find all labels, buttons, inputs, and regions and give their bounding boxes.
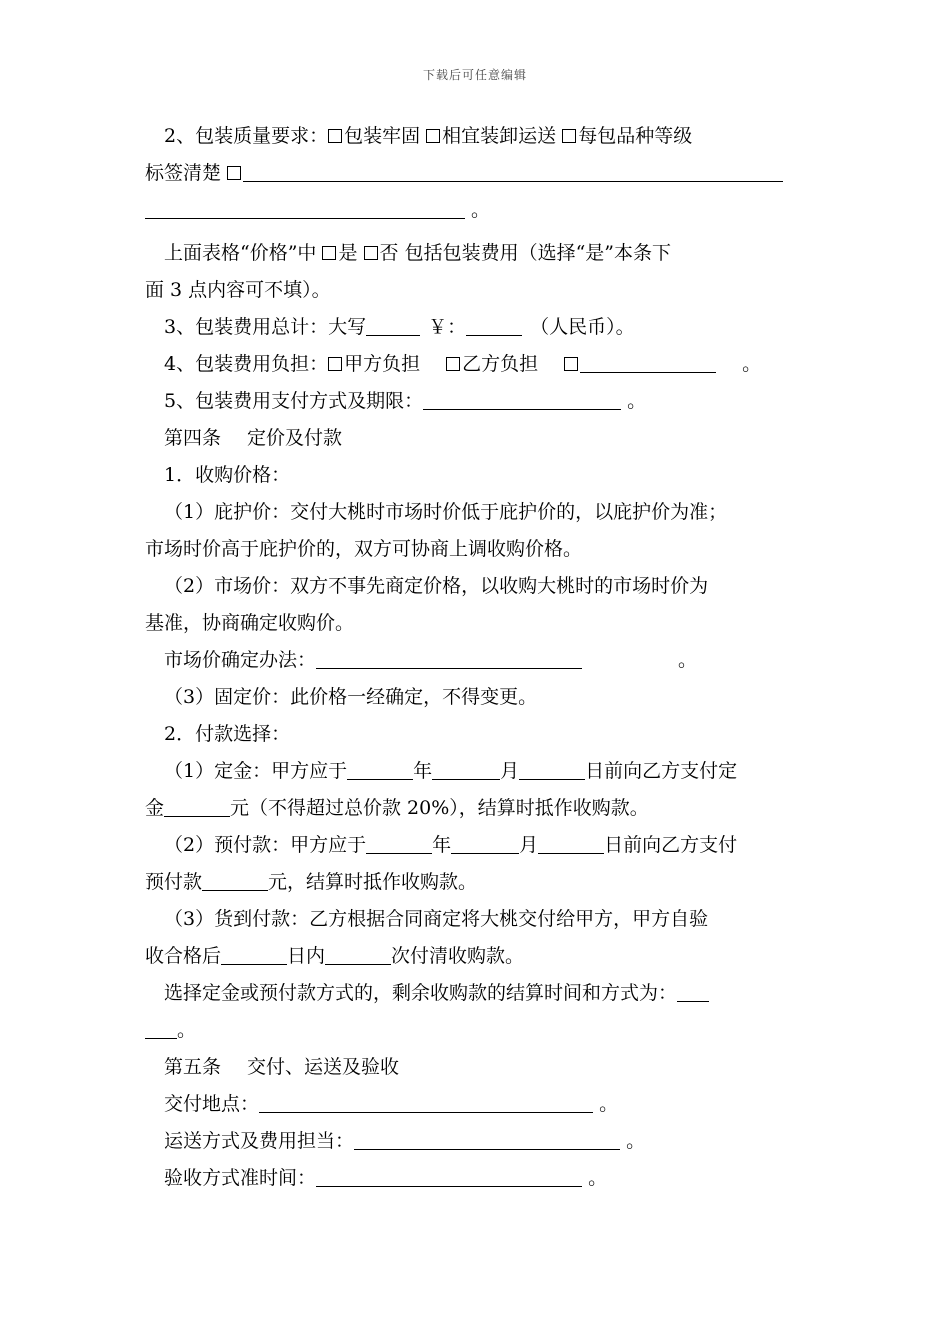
day-field[interactable]: [538, 831, 604, 854]
option-label: 是: [338, 242, 358, 264]
text: （1）定金：甲方应于: [164, 760, 348, 782]
checkbox-grade[interactable]: [562, 129, 576, 143]
text: 。: [471, 199, 491, 221]
installments-field[interactable]: [325, 942, 391, 965]
text: 选择定金或预付款方式的，剩余收购款的结算时间和方式为：: [164, 982, 678, 1004]
year-field[interactable]: [347, 757, 413, 780]
packaging-quality-line: [145, 118, 810, 155]
article-title: 定价及付款: [247, 427, 343, 449]
option-label: 包装牢固: [344, 125, 421, 147]
market-price-line: （2）市场价：双方不事先商定价格，以收购大桃时的市场时价为: [164, 575, 709, 597]
text: 市场价确定办法：: [164, 649, 317, 671]
packaging-label-line: [145, 155, 810, 192]
text: 日前向乙方支付定: [585, 760, 738, 782]
price-include-line-2: [145, 272, 810, 309]
days-field[interactable]: [221, 942, 287, 965]
text: 标签清楚: [145, 162, 222, 184]
option-label: 相宜装卸运送: [442, 125, 557, 147]
checkbox-no[interactable]: [364, 246, 378, 260]
year-field[interactable]: [366, 831, 432, 854]
checkbox-suitable[interactable]: [426, 129, 440, 143]
transport-cost-line: [145, 1123, 810, 1160]
text: 。: [599, 1093, 619, 1115]
text: 月: [519, 834, 539, 856]
option-label: 每包品种等级: [578, 125, 693, 147]
text: 。: [588, 1167, 608, 1189]
text: 。: [626, 1130, 646, 1152]
text: 。: [678, 649, 698, 671]
protective-price-line: （1）庇护价：交付大桃时市场时价低于庇护价的，以庇护价为准；: [164, 501, 728, 523]
text: 面 3 点内容可不填）。: [145, 279, 331, 301]
prepayment-amount-field[interactable]: [202, 868, 268, 891]
text: 验收方式准时间：: [164, 1167, 317, 1189]
remaining-settlement-line: [145, 975, 810, 1012]
article-title: 交付、运送及验收: [247, 1056, 400, 1078]
blank-field[interactable]: [580, 350, 716, 373]
article-number: 第四条: [164, 427, 222, 449]
packaging-payment-method: [145, 383, 810, 420]
text: 年: [432, 834, 452, 856]
text: 。: [742, 353, 762, 375]
option-label: 甲方负担: [344, 353, 421, 375]
article-4-heading: [145, 420, 810, 457]
text: 年: [413, 760, 433, 782]
text: 元，结算时抵作收购款。: [268, 871, 478, 893]
text: 日内: [287, 945, 326, 967]
amount-field[interactable]: [466, 313, 522, 336]
text: 元（不得超过总价款 20%），结算时抵作收购款。: [230, 797, 649, 819]
delivery-location-line: [145, 1086, 810, 1123]
section-payment-options: 2．付款选择：: [164, 723, 291, 745]
cod-line-2: [145, 938, 810, 975]
text: 。: [177, 1019, 197, 1041]
protective-price-line-2: 市场时价高于庇护价的，双方可协商上调收购价格。: [145, 538, 583, 560]
text: 运送方式及费用担当：: [164, 1130, 355, 1152]
text: ￥：: [428, 316, 467, 338]
text: （2）预付款：甲方应于: [164, 834, 367, 856]
section-purchase-price: 1．收购价格：: [164, 464, 291, 486]
text: 月: [500, 760, 520, 782]
text: （人民币）。: [530, 316, 635, 338]
text: 上面表格“价格”中: [164, 242, 317, 264]
article-number: 第五条: [164, 1056, 222, 1078]
market-price-line-2: 基准，协商确定收购价。: [145, 612, 355, 634]
blank-field[interactable]: [423, 387, 621, 410]
packaging-label-line-2: [145, 192, 810, 229]
blank-field[interactable]: [677, 979, 709, 1002]
deposit-line: [145, 753, 810, 790]
prepayment-line-2: [145, 864, 810, 901]
text: 4、包装费用负担：: [164, 353, 329, 375]
text: 交付地点：: [164, 1093, 260, 1115]
delivery-location-field[interactable]: [259, 1090, 593, 1113]
text: 5、包装费用支付方式及期限：: [164, 390, 424, 412]
text: 日前向乙方支付: [604, 834, 738, 856]
article-5-heading: [145, 1049, 810, 1086]
document-body: [145, 118, 810, 1197]
option-label: 否 包括包装费用（选择“是”本条下: [379, 242, 672, 264]
packaging-cost-bearer: [145, 346, 810, 383]
blank-field[interactable]: [243, 159, 783, 182]
deposit-amount-field[interactable]: [164, 794, 230, 817]
text: 2、包装质量要求：: [164, 125, 329, 147]
market-price-method: [145, 642, 810, 679]
checkbox-other[interactable]: [227, 166, 241, 180]
remaining-settlement-line-2: [145, 1012, 810, 1049]
page-header: 下载后可任意编辑: [422, 68, 527, 82]
price-include-line: [145, 235, 810, 272]
fixed-price-line: （3）固定价：此价格一经确定，不得变更。: [164, 686, 538, 708]
text: 金: [145, 797, 165, 819]
cod-line: （3）货到付款：乙方根据合同商定将大桃交付给甲方，甲方自验: [164, 908, 709, 930]
blank-field[interactable]: [316, 646, 582, 669]
month-field[interactable]: [432, 757, 500, 780]
amount-upper-field[interactable]: [366, 313, 420, 336]
deposit-line-2: [145, 790, 810, 827]
day-field[interactable]: [519, 757, 585, 780]
text: 预付款: [145, 871, 203, 893]
checkbox-party-a[interactable]: [328, 357, 342, 371]
option-label: 乙方负担: [462, 353, 539, 375]
checkbox-yes[interactable]: [322, 246, 336, 260]
text: 收合格后: [145, 945, 222, 967]
text: 。: [627, 390, 647, 412]
prepayment-line: [145, 827, 810, 864]
packaging-cost-total: [145, 309, 810, 346]
checkbox-party-b[interactable]: [446, 357, 460, 371]
checkbox-firm[interactable]: [328, 129, 342, 143]
inspection-field[interactable]: [316, 1164, 582, 1187]
blank-field[interactable]: [145, 1016, 177, 1039]
text: 3、包装费用总计：大写: [164, 316, 367, 338]
inspection-method-line: [145, 1160, 810, 1197]
transport-field[interactable]: [354, 1127, 620, 1150]
text: 次付清收购款。: [391, 945, 525, 967]
checkbox-other-bearer[interactable]: [564, 357, 578, 371]
blank-field[interactable]: [145, 196, 465, 219]
month-field[interactable]: [451, 831, 519, 854]
